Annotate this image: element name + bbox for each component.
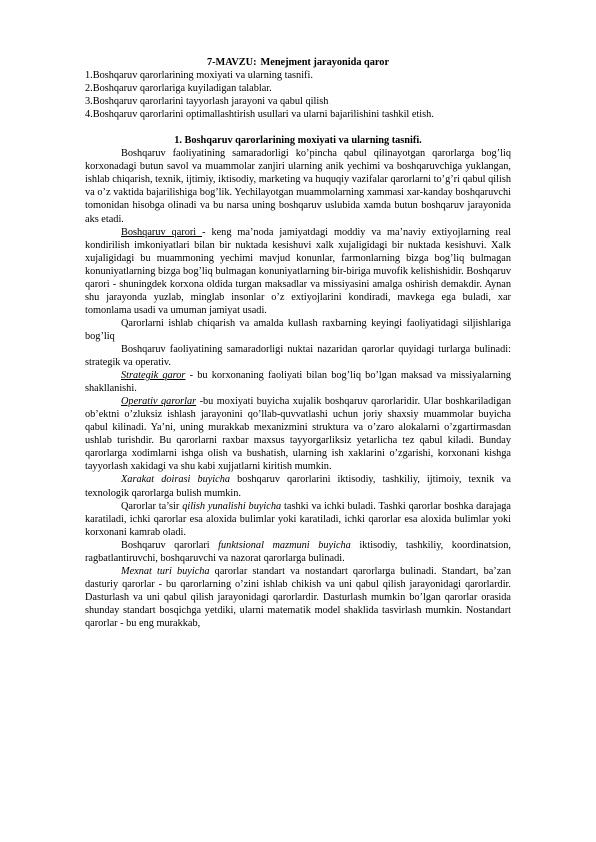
title-text: Menejment jarayonida qaror xyxy=(260,57,390,68)
term-mexnat-turi: Mexnat turi buyicha xyxy=(121,565,210,577)
paragraph: Mexnat turi buyicha qarorlar standart va nostandart qarorlarga bulinadi. Standart, ba’zan dasturiy qarorlar - bu qarorlarning o’zini ishlab chikish va uni qabul qilish jarayonidagi qarorlardir. Dasturlash va uni qabul qilish jarayonidagi qarorlardir. Dasturlash mumkin bo’lgan qarorlar orasida shunday standart bosqichga yetdiki, ularni matematik model shaklida tasvirlash mumkin. Nostandart qarorlar - bu eng murakkab, xyxy=(85,565,512,629)
paragraph: Boshqaruv faoliyatining samaradorligi nuktai nazaridan qarorlar quyidagi turlarga bulinadi: strategik va operativ. xyxy=(85,343,511,369)
title-number: 7-MAVZU: xyxy=(206,57,257,68)
paragraph: Qarorlarni ishlab chiqarish va amalda kullash raxbarning keyingi faoliyatidagi siljishlariga bog’liq xyxy=(85,317,511,342)
term-strategik-qaror: Strategik qaror xyxy=(121,370,186,382)
term-funktsional-mazmuni: funktsional mazmuni buyicha xyxy=(218,539,351,551)
outline-item: 4.Boshqaruv qarorlarini optimallashtirish usullari va ularni bajarilishini tashkil etish. xyxy=(85,109,434,121)
outline-item: 1.Boshqaruv qarorlarining moxiyati va ularning tasnifi. xyxy=(85,70,313,82)
outline-item: 3.Boshqaruv qarorlarini tayyorlash jarayoni va qabul qilish xyxy=(85,96,329,108)
paragraph: Xarakat doirasi buyicha boshqaruv qarorlarini iktisodiy, tashkiliy, ijtimoiy, texnik va texnologik qarorlarga bulish mumkin. xyxy=(85,474,511,499)
term-qilish-yunalishi: qilish yunalishi buyicha xyxy=(182,500,282,512)
paragraph: Operativ qarorlar -bu moxiyati buyicha xujalik boshqaruv qarorlaridir. Ular boshkariladigan ob’ektni o’zluksiz ishlash jarayonini qo’llab-quvvatlashi uchun joriy shaxsiy muammolar buyicha qabul kilinadi. Ya’ni, uning murakkab mexanizmini struktura va o’zaro alokalarni o’zgartirmasdan ushlab turishdir. Bu qarorlarni raxbar maxsus tayyorgarliksiz yetarlicha tez qabul kiladi. Bunday qarorlarga xodimlarni ishga olish va bushatish, ularning ish xaklarini o’zgarishi, korxonani kishga tayyorlash xakidagi va shu kabi xujjatlarni kiritish mumkin. xyxy=(85,396,511,473)
section-title: 1. Boshqaruv qarorlarining moxiyati va ularning tasnifi. xyxy=(174,135,422,147)
paragraph: Strategik qaror - bu korxonaning faoliyati bilan bog’liq bo’lgan maksad va missiyalarning shakllanishi. xyxy=(85,370,512,395)
outline-item: 2.Boshqaruv qarorlariga kuyiladigan talablar. xyxy=(85,83,272,95)
document-title xyxy=(85,56,511,69)
paragraph: Boshqaruv qarori - keng ma’noda jamiyatdagi moddiy va ma’naviy extiyojlarning real kondirilish imkoniyatlari bilan bir nuktada kesishuvi xalk xujaligidagi bir nuktada kesishuvi. Xalk xujaligidagi bu muammoning yechimi mavjud konunlar, farmonlarning bizga bog’liq bulmagan konuniyatlarning bizga bog’liq bulmagan konuniyatlarning bir-biriga muvofik kelishishidir. Boshqaruv qarori - shuningdek korxona oldida turgan maksadlar va missiyasini amalga oshirish demakdir. Aynan shu jarayonda yuzlab, minglab insonlar o’z extiyojlarini kondiradi, mavkega ega buladi, xar tomonlama usadi va umuman jamiyat usadi. xyxy=(85,226,511,316)
topic-outline xyxy=(85,69,511,121)
term-xarakat-doirasi: Xarakat doirasi buyicha xyxy=(121,474,231,486)
paragraph: Qarorlar ta’sir qilish yunalishi buyicha tashki va ichki buladi. Tashki qarorlar boshka darajaga karatiladi, ichki qarorlar esa aloxida bulimlar yoki karatiladi, ichki qarorlar esa aloxida bulimlar yoki korxonani kamrab oladi. xyxy=(85,500,511,538)
term-operativ-qarorlar: Operativ qarorlar xyxy=(121,396,197,408)
term-boshqaruv-qarori: Boshqaruv qarori xyxy=(121,226,203,238)
paragraph: Boshqaruv faoliyatining samaradorligi ko’pincha qabul qilinayotgan qarorlarga bog’liq korxonadagi butun savol va muammolar zanjiri ularning anik yechimi va boshqaruvchiga yuklangan, ishlab chiqarish, texnik, ijtimiy, iktisodiy, marketing va huquqiy vazifalar qarorlarni to’g’ri qabul qilish va o’z vaktida bajarilishiga bog’lik. Yechilayotgan muammolarning xammasi xar-kanday boshqaruvchi tomonidan hisobga olinadi va bu narsa uning boshqaruv uslubida xamda butun boshqaruv jarayonida aks etadi. xyxy=(85,148,511,225)
paragraph: Boshqaruv qarorlari funktsional mazmuni buyicha iktisodiy, tashkiliy, koordinatsion, ragbatlantiruvchi, boshqaruvchi va nazorat qarorlarga bulinadi. xyxy=(85,539,511,564)
